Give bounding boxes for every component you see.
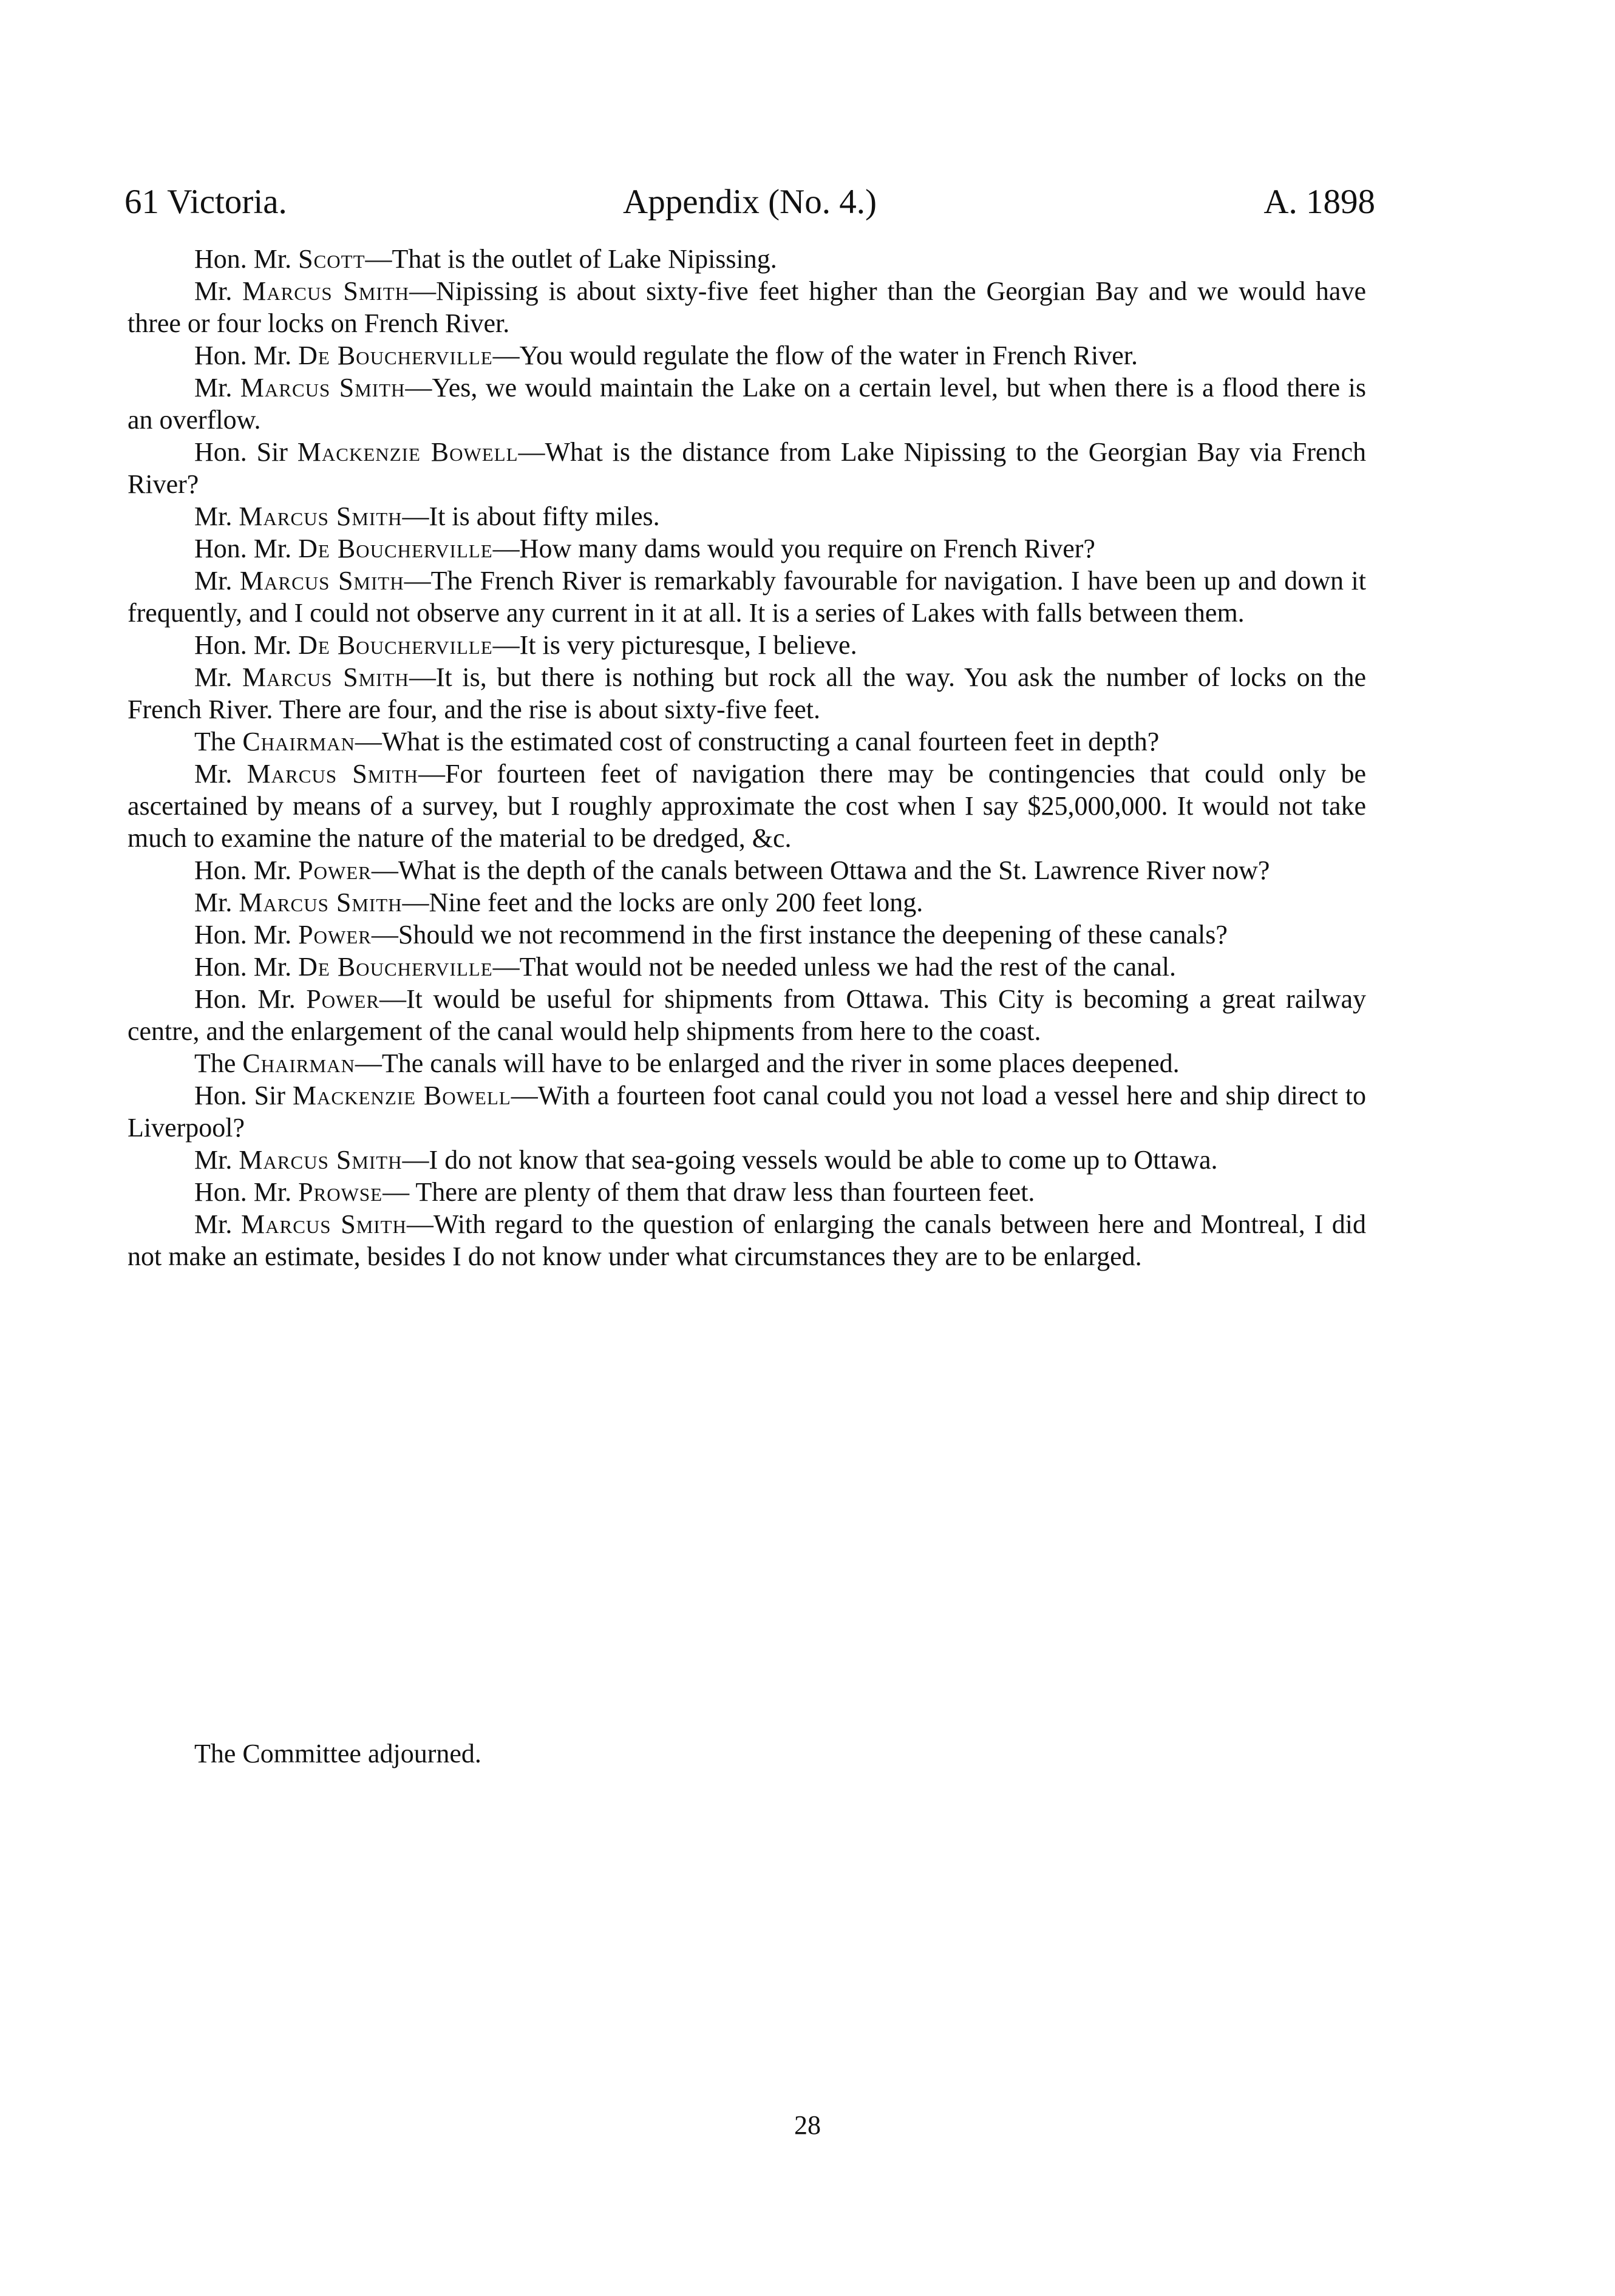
speaker-name: Marcus Smith bbox=[246, 759, 418, 789]
speaker-name: Marcus Smith bbox=[239, 501, 403, 531]
speaker-name: Marcus Smith bbox=[242, 276, 410, 306]
speaker-name: De Boucherville bbox=[298, 630, 493, 660]
speaker-name: De Boucherville bbox=[298, 952, 493, 982]
testimony-paragraph: Hon. Mr. Power—It would be useful for shipments from Ottawa. This City is becoming a great railway centre, and the enlargement of the canal would help shipments from here to the coast. bbox=[127, 984, 1366, 1046]
speaker-name: Power bbox=[298, 920, 372, 949]
speaker-name: De Boucherville bbox=[298, 341, 493, 370]
testimony-body bbox=[127, 243, 1366, 1272]
testimony-paragraph: Hon. Sir Mackenzie Bowell—With a fourteen foot canal could you not load a vessel here and ship direct to Liverpool? bbox=[127, 1081, 1366, 1143]
speaker-name: Mackenzie Bowell bbox=[297, 437, 518, 467]
testimony-paragraph: Mr. Marcus Smith—Nine feet and the locks are only 200 feet long. bbox=[194, 888, 923, 917]
testimony-paragraph: Hon. Mr. De Boucherville—That would not be needed unless we had the rest of the canal. bbox=[194, 952, 1176, 982]
testimony-paragraph: Hon. Mr. Power—What is the depth of the canals between Ottawa and the St. Lawrence River now? bbox=[194, 855, 1270, 885]
session-label: 61 Victoria. bbox=[124, 183, 287, 221]
speaker-name: Power bbox=[298, 855, 372, 885]
testimony-paragraph: Hon. Mr. De Boucherville—It is very picturesque, I believe. bbox=[194, 630, 857, 660]
speaker-name: Marcus Smith bbox=[241, 1209, 407, 1239]
testimony-paragraph: The Chairman—What is the estimated cost of constructing a canal fourteen feet in depth? bbox=[194, 727, 1160, 756]
speaker-name: Power bbox=[306, 984, 380, 1014]
speaker-name: Marcus Smith bbox=[239, 1145, 403, 1175]
speaker-name: Marcus Smith bbox=[239, 888, 403, 917]
testimony-paragraph: Mr. Marcus Smith—The French River is remarkably favourable for navigation. I have been up and down it frequently, and I could not observe any current in it at all. It is a series of Lakes with falls between them. bbox=[127, 566, 1366, 628]
testimony-paragraph: Mr. Marcus Smith—It is, but there is nothing but rock all the way. You ask the number of locks on the French River. There are four, and the rise is about sixty-five feet. bbox=[127, 662, 1366, 724]
speaker-name: Chairman bbox=[242, 1048, 355, 1078]
speaker-name: Chairman bbox=[242, 727, 355, 756]
testimony-paragraph: Mr. Marcus Smith—Nipissing is about sixty-five feet higher than the Georgian Bay and we would have three or four locks on French River. bbox=[127, 276, 1366, 338]
testimony-paragraph: Hon. Mr. Prowse— There are plenty of them that draw less than fourteen feet. bbox=[194, 1177, 1035, 1207]
testimony-paragraph: Mr. Marcus Smith—For fourteen feet of navigation there may be contingencies that could only be ascertained by means of a survey, but I roughly approximate the cost when I say $25,000,000. It would not take much to examine the nature of the material to be dredged, &c. bbox=[127, 759, 1366, 853]
testimony-paragraph: Mr. Marcus Smith—Yes, we would maintain the Lake on a certain level, but when there is a flood there is an overflow. bbox=[127, 373, 1366, 435]
testimony-paragraph: Hon. Mr. De Boucherville—How many dams would you require on French River? bbox=[194, 534, 1095, 563]
testimony-paragraph: Mr. Marcus Smith—With regard to the question of enlarging the canals between here and Montreal, I did not make an estimate, besides I do not know under what circumstances they are to be enlarged. bbox=[127, 1209, 1366, 1271]
page-number: 28 bbox=[794, 2110, 821, 2140]
speaker-name: Scott bbox=[298, 244, 365, 274]
testimony-paragraph: Hon. Mr. De Boucherville—You would regulate the flow of the water in French River. bbox=[194, 341, 1138, 370]
speaker-name: Prowse bbox=[298, 1177, 383, 1207]
testimony-paragraph: The Chairman—The canals will have to be enlarged and the river in some places deepened. bbox=[194, 1048, 1180, 1078]
testimony-paragraph: Hon. Mr. Power—Should we not recommend in the first instance the deepening of these canals? bbox=[194, 920, 1228, 949]
testimony-paragraph: Mr. Marcus Smith—It is about fifty miles. bbox=[194, 501, 660, 531]
testimony-paragraph: Mr. Marcus Smith—I do not know that sea-going vessels would be able to come up to Ottawa. bbox=[194, 1145, 1218, 1175]
testimony-paragraph: Hon. Mr. Scott—That is the outlet of Lake Nipissing. bbox=[194, 244, 777, 274]
speaker-name: Marcus Smith bbox=[242, 662, 409, 692]
speaker-name: De Boucherville bbox=[298, 534, 493, 563]
testimony-paragraph: Hon. Sir Mackenzie Bowell—What is the distance from Lake Nipissing to the Georgian Bay via French River? bbox=[127, 437, 1366, 499]
running-header bbox=[124, 182, 1375, 237]
speaker-name: Mackenzie Bowell bbox=[292, 1081, 511, 1110]
speaker-name: Marcus Smith bbox=[239, 566, 404, 596]
appendix-label: Appendix (No. 4.) bbox=[623, 183, 877, 221]
year-label: A. 1898 bbox=[1263, 183, 1375, 221]
closing-line: The Committee adjourned. bbox=[194, 1739, 481, 1768]
speaker-name: Marcus Smith bbox=[240, 373, 406, 402]
